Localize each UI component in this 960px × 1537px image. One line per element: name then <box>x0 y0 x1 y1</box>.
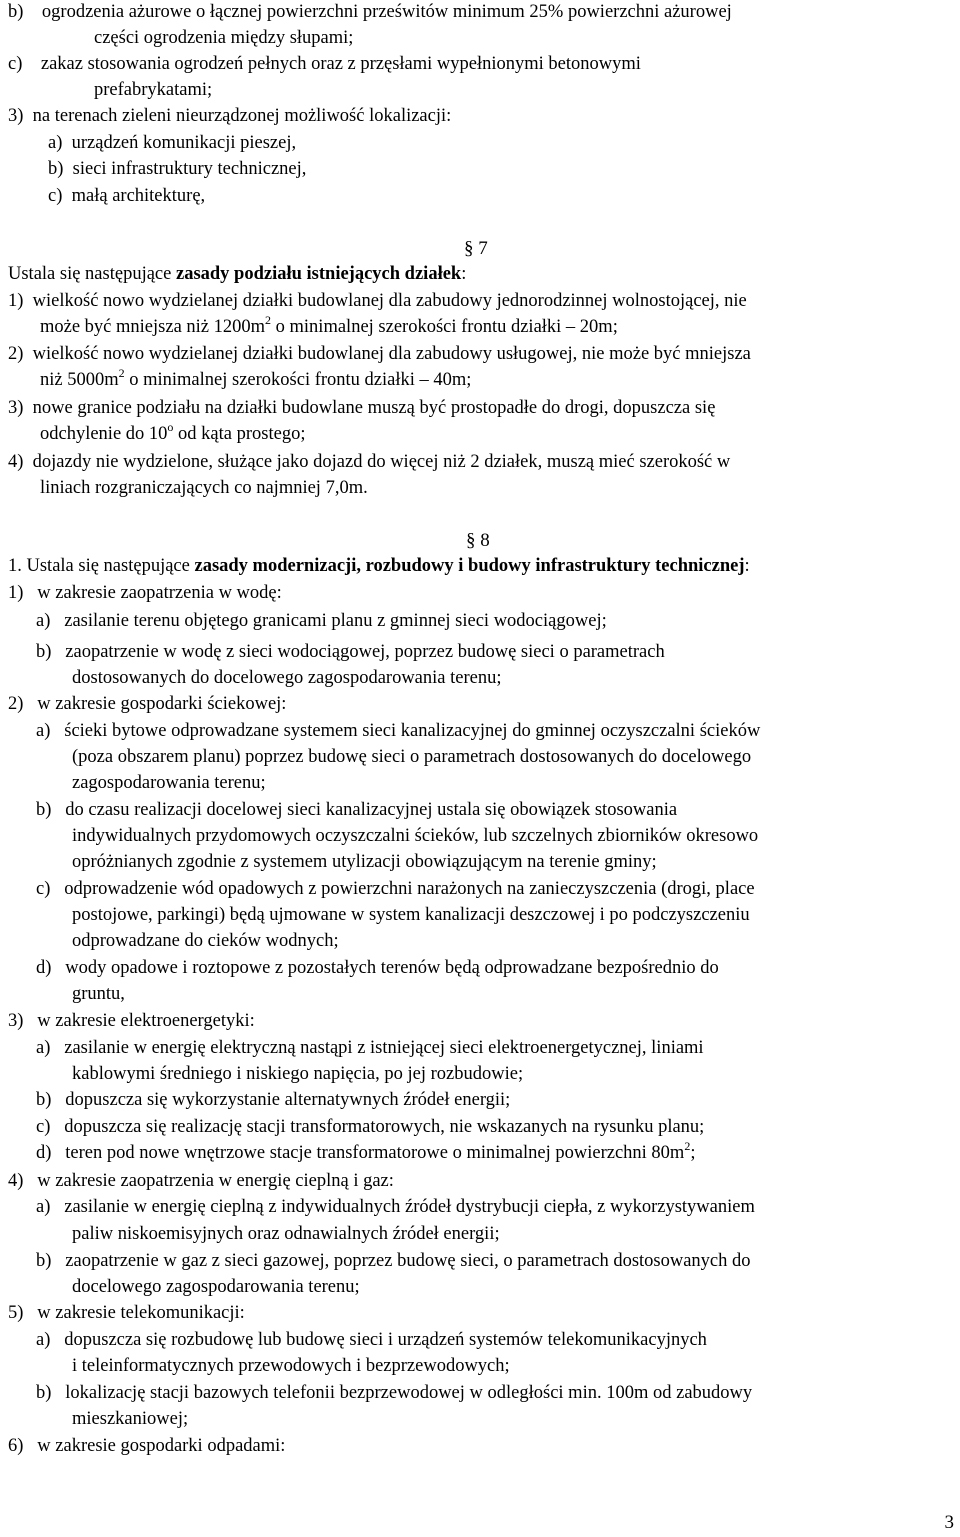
text-line: mieszkaniowej; <box>72 1409 189 1429</box>
text-line: indywidualnych przydomowych oczyszczalni ścieków, lub szczelnych zbiorników okresowo <box>72 826 759 846</box>
text-line: niż $5000m^2$ o minimalnej szerokości frontu działki – 40m; <box>40 365 472 390</box>
text-line: b) do czasu realizacji docelowej sieci kanalizacyjnej ustala się obowiązek stosowania <box>36 800 678 820</box>
text-line: b) zaopatrzenie w gaz z sieci gazowej, poprzez budowę sieci, o parametrach dostosowanych do <box>36 1251 751 1271</box>
text-line: a) zasilanie w energię elektryczną nastąpi z istniejącej sieci elektroenergetycznej, liniami <box>36 1038 704 1058</box>
text-line: docelowego zagospodarowania terenu; <box>72 1277 360 1297</box>
text-line: zagospodarowania terenu; <box>72 773 266 793</box>
text-line: (poza obszarem planu) poprzez budowę sieci o parametrach dostosowanych do docelowego <box>72 747 752 767</box>
text-line: 3) nowe granice podziału na działki budowlane muszą być prostopadłe do drogi, dopuszcza się <box>8 398 716 418</box>
text-line: 5) w zakresie telekomunikacji: <box>8 1303 245 1323</box>
text-line: a) zasilanie terenu objętego granicami planu z gminnej sieci wodociągowej; <box>36 611 607 631</box>
text-line: 1) w zakresie zaopatrzenia w wodę: <box>8 583 282 603</box>
section-heading-7: § 7 <box>464 238 488 259</box>
page-number: 3 <box>944 1512 954 1533</box>
bold-phrase: zasady modernizacji, rozbudowy i budowy infrastruktury technicznej <box>194 556 745 576</box>
text-line: d) teren pod nowe wnętrzowe stacje transformatorowe o minimalnej powierzchni $80m^2$; <box>36 1138 696 1163</box>
section-heading-8: § 8 <box>466 530 490 551</box>
text-line: b) zaopatrzenie w wodę z sieci wodociągowej, poprzez budowę sieci o parametrach <box>36 642 665 662</box>
text-line: 3) na terenach zieleni nieurządzonej możliwość lokalizacji: <box>8 106 452 126</box>
text-line: b) lokalizację stacji bazowych telefonii bezprzewodowej w odległości min. 100m od zabudowy <box>36 1383 753 1403</box>
section-intro: Ustala się następujące zasady podziału istniejących działek: <box>8 264 467 284</box>
text-line: c) zakaz stosowania ogrodzeń pełnych oraz z przęsłami wypełnionymi betonowymi <box>8 54 641 74</box>
text-line: c) dopuszcza się realizację stacji transformatorowych, nie wskazanych na rysunku planu; <box>36 1117 705 1137</box>
section-intro: 1. Ustala się następujące zasady modernizacji, rozbudowy i budowy infrastruktury technicznej: <box>8 556 750 576</box>
text-line: a) dopuszcza się rozbudowę lub budowę sieci i urządzeń systemów telekomunikacyjnych <box>36 1330 707 1350</box>
text-line: b) ogrodzenia ażurowe o łącznej powierzchni prześwitów minimum 25% powierzchni ażurowej <box>8 2 732 22</box>
text-line: 2) wielkość nowo wydzielanej działki budowlanej dla zabudowy usługowej, nie może być mniejsza <box>8 344 751 364</box>
text-line: kablowymi średniego i niskiego napięcia, po jej rozbudowie; <box>72 1064 524 1084</box>
text-line: 3) w zakresie elektroenergetyki: <box>8 1011 255 1031</box>
text-line: c) odprowadzenie wód opadowych z powierzchni narażonych na zanieczyszczenia (drogi, place <box>36 879 755 899</box>
text-line: 6) w zakresie gospodarki odpadami: <box>8 1436 286 1456</box>
text-line: a) zasilanie w energię cieplną z indywidualnych źródeł dystrybucji ciepła, z wykorzystywaniem <box>36 1197 755 1217</box>
text-line: odchylenie do 10$^o$ od kąta prostego; <box>40 419 306 444</box>
text-line: liniach rozgraniczających co najmniej 7,0m. <box>40 478 368 498</box>
text-line: opróżnianych zgodnie z systemem utylizacji obowiązującym na terenie gminy; <box>72 852 657 872</box>
text-line: może być mniejsza niż $1200m^2$ o minimalnej szerokości frontu działki – 20m; <box>40 312 618 337</box>
text-line: i teleinformatycznych przewodowych i bezprzewodowych; <box>72 1356 510 1376</box>
text-line: części ogrodzenia między słupami; <box>94 28 354 48</box>
text-line: gruntu, <box>72 984 125 1004</box>
text-line: b) dopuszcza się wykorzystanie alternatywnych źródeł energii; <box>36 1090 511 1110</box>
text-line: dostosowanych do docelowego zagospodarowania terenu; <box>72 668 502 688</box>
text-line: 1) wielkość nowo wydzielanej działki budowlanej dla zabudowy jednorodzinnej wolnostojącej, nie <box>8 291 747 311</box>
text-line: odprowadzane do cieków wodnych; <box>72 931 339 951</box>
text-line: prefabrykatami; <box>94 80 213 100</box>
text-line: a) ścieki bytowe odprowadzane systemem sieci kanalizacyjnej do gminnej oczyszczalni ścieków <box>36 721 761 741</box>
bold-phrase: zasady podziału istniejących działek <box>175 264 462 284</box>
text-line: postojowe, parkingi) będą ujmowane w system kanalizacji deszczowej i po podczyszczeniu <box>72 905 750 925</box>
text-line: d) wody opadowe i roztopowe z pozostałych terenów będą odprowadzane bezpośrednio do <box>36 958 719 978</box>
text-line: a) urządzeń komunikacji pieszej, <box>48 133 297 153</box>
text-line: 4) w zakresie zaopatrzenia w energię cieplną i gaz: <box>8 1171 394 1191</box>
text-line: paliw niskoemisyjnych oraz odnawialnych źródeł energii; <box>72 1224 500 1244</box>
text-line: 2) w zakresie gospodarki ściekowej: <box>8 694 287 714</box>
text-line: b) sieci infrastruktury technicznej, <box>48 159 307 179</box>
text-line: c) małą architekturę, <box>48 186 206 206</box>
text-line: 4) dojazdy nie wydzielone, służące jako dojazd do więcej niż 2 działek, muszą mieć szerokość w <box>8 452 731 472</box>
